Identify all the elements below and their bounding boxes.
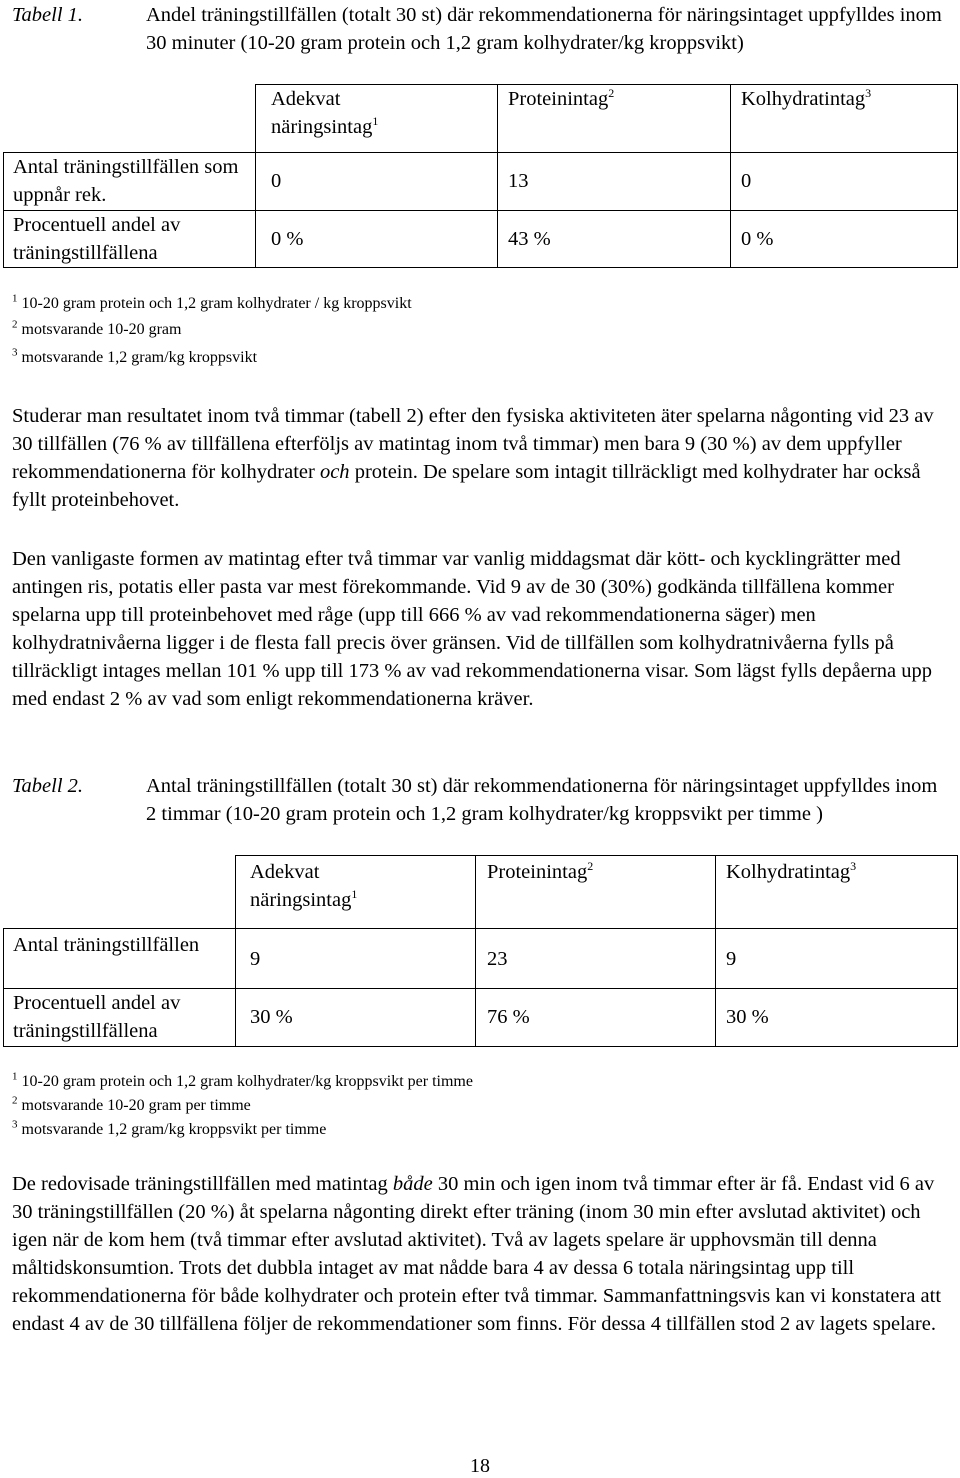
table1-corner bbox=[4, 85, 256, 153]
page-number: 18 bbox=[470, 1455, 490, 1477]
footnote-text: 10-20 gram protein och 1,2 gram kolhydrater/kg kroppsvikt per timme bbox=[21, 1073, 473, 1090]
table1-row2-label: Procentuell andel av träningstillfällena bbox=[4, 211, 256, 268]
footnote-mark: 1 bbox=[12, 1070, 18, 1083]
table2-row-procent bbox=[4, 989, 958, 1047]
table2-col2-text: Proteinintag bbox=[487, 861, 588, 883]
table2-cell: 30 % bbox=[716, 989, 958, 1047]
table1 bbox=[3, 84, 958, 268]
table2-cell: 9 bbox=[236, 929, 476, 989]
table2 bbox=[3, 855, 958, 1047]
paragraph-3-text-end: 30 min och igen inom två timmar efter är få. Endast vid 6 av 30 träningstillfällen (20 %) åt spelarna någonting direkt efter träning (inom 30 min efter avslutad aktivitet) och igen när de kom hem (två timmar efter avslutad aktivitet). Två av lagets spelare är upphovsmän till denna måltidskonsumtion. Trots det dubbla intaget av mat nådde bara 4 av dessa 6 totala näringsintag upp till rekommendationerna för både kolhydrater och protein efter två timmar. Sammanfattningsvis kan vi konstatera att endast 4 av de 30 tillfällena följer de rekommendationer som finns. För dessa 4 tillfällen stod 2 av lagets spelare. bbox=[12, 1173, 942, 1335]
table1-row-procent bbox=[4, 211, 958, 268]
table1-row1-label: Antal träningstillfällen som uppnår rek. bbox=[4, 153, 256, 211]
table1-footnote-3 bbox=[12, 346, 257, 370]
footnote-mark: 3 bbox=[12, 346, 18, 359]
table1-col-kolhydrat bbox=[731, 85, 958, 153]
table2-col3-text: Kolhydratintag bbox=[726, 861, 851, 883]
table1-footnote-1 bbox=[12, 292, 412, 316]
table2-col2-sup: 2 bbox=[587, 859, 594, 874]
footnote-text: 10-20 gram protein och 1,2 gram kolhydrater / kg kroppsvikt bbox=[21, 295, 412, 312]
table1-caption: Andel träningstillfällen (totalt 30 st) där rekommendationerna för näringsintaget uppfylldes inom 30 minuter (10-20 gram protein och 1,2 gram kolhydrater/kg kroppsvikt) bbox=[146, 4, 942, 54]
table1-footnote-2 bbox=[12, 318, 181, 342]
table2-caption: Antal träningstillfällen (totalt 30 st) där rekommendationerna för näringsintaget uppfylldes inom 2 timmar (10-20 gram protein och 1,2 gram kolhydrater/kg kroppsvikt per timme ) bbox=[146, 775, 938, 825]
table2-col-protein bbox=[476, 856, 716, 929]
paragraph-3-text: De redovisade träningstillfällen med matintag bbox=[12, 1173, 393, 1195]
table1-cell: 43 % bbox=[498, 211, 731, 268]
table2-footnote-1 bbox=[12, 1070, 473, 1094]
table1-col3-text: Kolhydratintag bbox=[741, 88, 866, 110]
table2-row1-label-text: Antal träningstillfällen bbox=[13, 934, 200, 956]
paragraph-3-emphasis: både bbox=[392, 1173, 433, 1195]
table2-row-antal bbox=[4, 929, 958, 989]
footnote-mark: 2 bbox=[12, 318, 18, 331]
table1-col1-sup: 1 bbox=[372, 114, 379, 129]
table2-cell: 23 bbox=[476, 929, 716, 989]
paragraph-2: Den vanligaste formen av matintag efter två timmar var vanlig middagsmat där kött- och kycklingrätter med antingen ris, potatis eller pasta var mest förekommande. Vid 9 av de 30 (30%) godkända tillfällena kommer spelarna upp till proteinbehovet med råge (upp till 666 % av vad rekommendationerna säger) men kolhydratnivåerna ligger i de flesta fall precis över gränsen. Vid de tillfällen som kolhydratnivåerna fylls på tillräckligt intages mellan 101 % upp till 173 % av vad rekommendationerna visar. Som lägst fylls depåerna upp med endast 2 % av vad som enligt rekommendationerna kräver. bbox=[12, 548, 933, 710]
table1-row-antal bbox=[4, 153, 958, 211]
table1-col3-sup: 3 bbox=[865, 86, 872, 101]
table1-col1-text: Adekvat näringsintag bbox=[271, 88, 373, 138]
paragraph-1-text: Studerar man resultatet inom två timmar (tabell 2) efter den fysiska aktiviteten äter spelarna någonting vid 23 av 30 tillfällen (76 % av tillfällena efterföljs av matintag inom två timmar) men bara 9 (30 %) av dem uppfyller rekommendationerna för kolhydrater bbox=[12, 405, 934, 483]
table1-cell: 0 bbox=[256, 153, 498, 211]
footnote-text: motsvarande 1,2 gram/kg kroppsvikt per timme bbox=[21, 1121, 327, 1138]
footnote-mark: 3 bbox=[12, 1118, 18, 1131]
table2-corner bbox=[4, 856, 236, 929]
table1-col-adekvat bbox=[256, 85, 498, 153]
table2-cell: 76 % bbox=[476, 989, 716, 1047]
table2-cell: 30 % bbox=[236, 989, 476, 1047]
footnote-text: motsvarande 1,2 gram/kg kroppsvikt bbox=[21, 349, 258, 366]
table1-label: Tabell 1. bbox=[12, 4, 84, 26]
table2-col-adekvat bbox=[236, 856, 476, 929]
table2-cell: 9 bbox=[716, 929, 958, 989]
table2-label: Tabell 2. bbox=[12, 775, 84, 797]
footnote-text: motsvarande 10-20 gram bbox=[21, 321, 182, 338]
footnote-mark: 2 bbox=[12, 1094, 18, 1107]
footnote-mark: 1 bbox=[12, 292, 18, 305]
table1-col-protein bbox=[498, 85, 731, 153]
table2-footnote-3 bbox=[12, 1118, 326, 1142]
table1-col2-sup: 2 bbox=[608, 86, 615, 101]
table1-cell: 0 bbox=[731, 153, 958, 211]
footnote-text: motsvarande 10-20 gram per timme bbox=[21, 1097, 251, 1114]
paragraph-1-text-end: protein. De spelare som intagit tillräckligt med kolhydrater har också fyllt proteinbehovet. bbox=[12, 461, 921, 511]
table2-col1-text: Adekvat näringsintag bbox=[250, 861, 352, 911]
table2-row1-label bbox=[4, 929, 236, 989]
table1-col2-text: Proteinintag bbox=[508, 88, 609, 110]
paragraph-1-emphasis: och bbox=[319, 461, 350, 483]
paragraph-1 bbox=[12, 402, 948, 514]
table1-cell: 13 bbox=[498, 153, 731, 211]
paragraph-3 bbox=[12, 1170, 948, 1338]
table2-col1-sup: 1 bbox=[351, 887, 358, 902]
table2-col-kolhydrat bbox=[716, 856, 958, 929]
table2-header-row bbox=[4, 856, 958, 929]
table1-header-row bbox=[4, 85, 958, 153]
table2-col3-sup: 3 bbox=[850, 859, 857, 874]
table1-cell: 0 % bbox=[731, 211, 958, 268]
table2-row2-label: Procentuell andel av träningstillfällena bbox=[4, 989, 236, 1047]
table2-footnote-2 bbox=[12, 1094, 251, 1118]
table1-cell: 0 % bbox=[256, 211, 498, 268]
